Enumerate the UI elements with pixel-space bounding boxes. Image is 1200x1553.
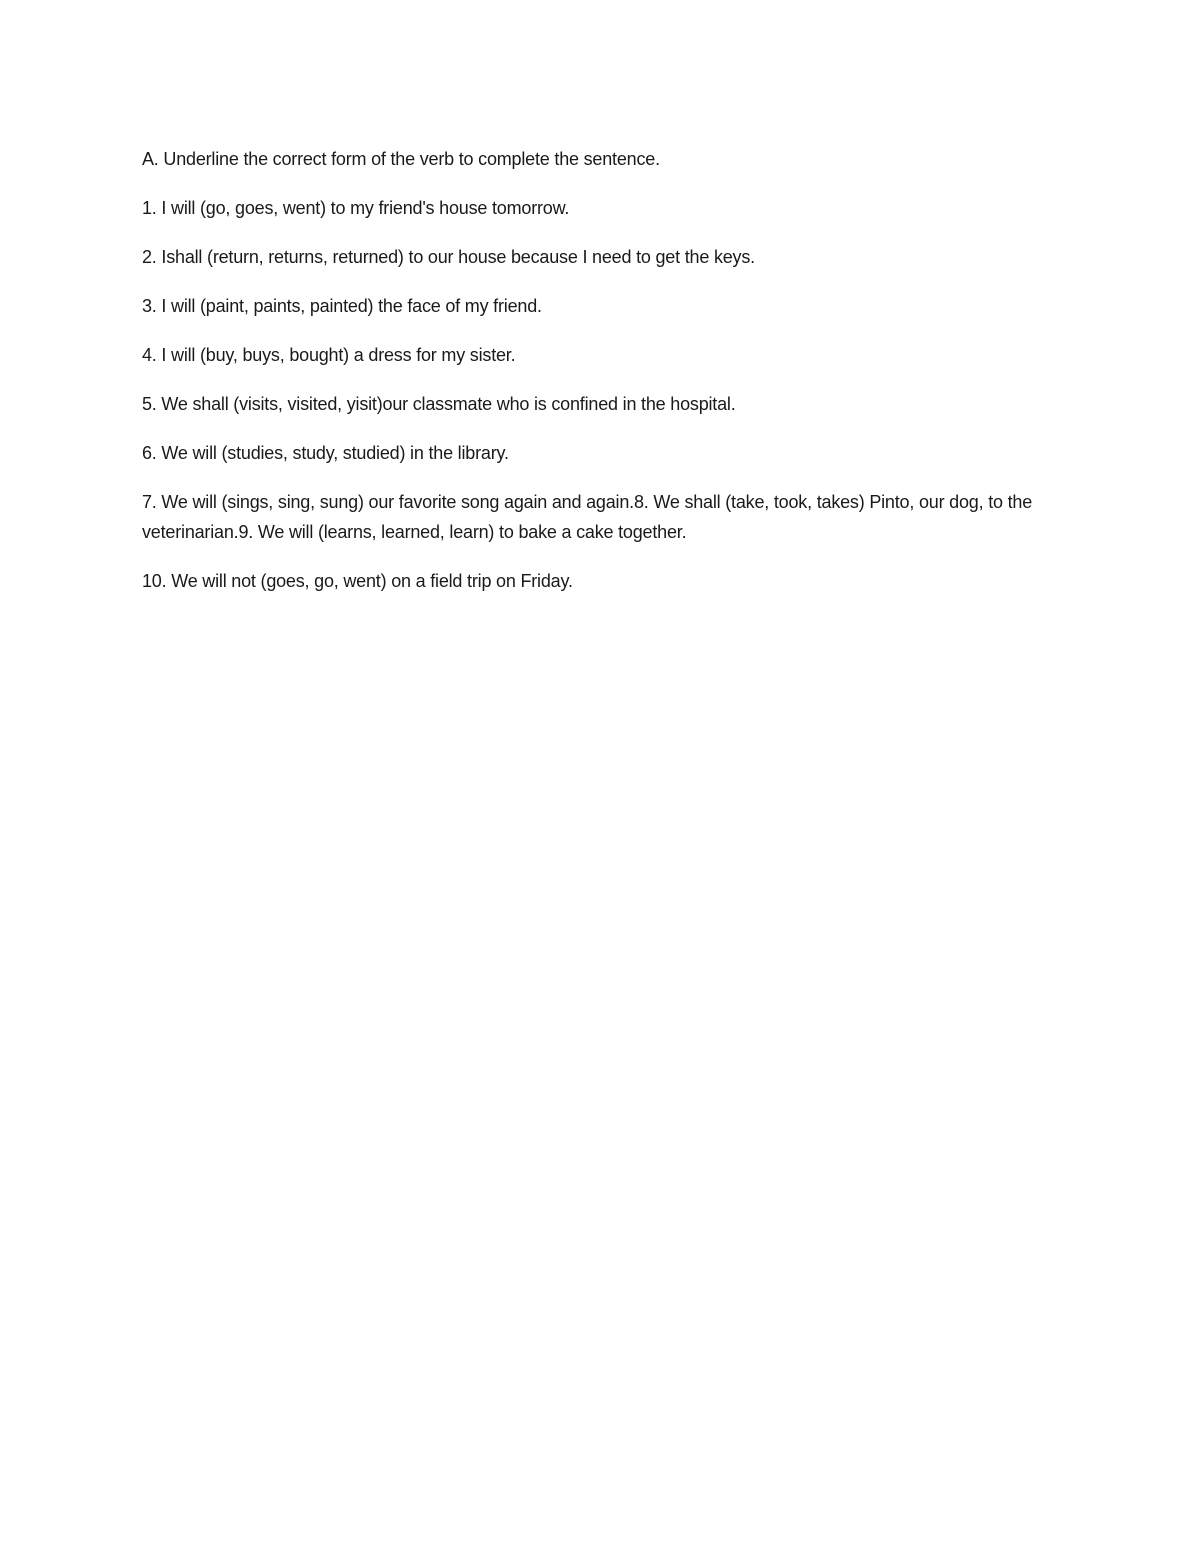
exercise-item-6: 6. We will (studies, study, studied) in the library. bbox=[142, 443, 509, 463]
exercise-item-4: 4. I will (buy, buys, bought) a dress for my sister. bbox=[142, 345, 516, 365]
exercise-item-5: 5. We shall (visits, visited, yisit)our classmate who is confined in the hospital. bbox=[142, 394, 736, 414]
exercise-item-1: 1. I will (go, goes, went) to my friend's house tomorrow. bbox=[142, 198, 570, 218]
document-body bbox=[142, 144, 1062, 615]
exercise-item-2: 2. Ishall (return, returns, returned) to our house because I need to get the keys. bbox=[142, 247, 755, 267]
exercise-item-10: 10. We will not (goes, go, went) on a field trip on Friday. bbox=[142, 571, 573, 591]
instruction-text: A. Underline the correct form of the verb to complete the sentence. bbox=[142, 149, 660, 169]
exercise-item-7-9: 7. We will (sings, sing, sung) our favorite song again and again.8. We shall (take, took, takes) Pinto, our dog, to the veterinarian.9. We will (learns, learned, learn) to bake a cake together. bbox=[142, 492, 1033, 542]
exercise-item-3: 3. I will (paint, paints, painted) the face of my friend. bbox=[142, 296, 542, 316]
